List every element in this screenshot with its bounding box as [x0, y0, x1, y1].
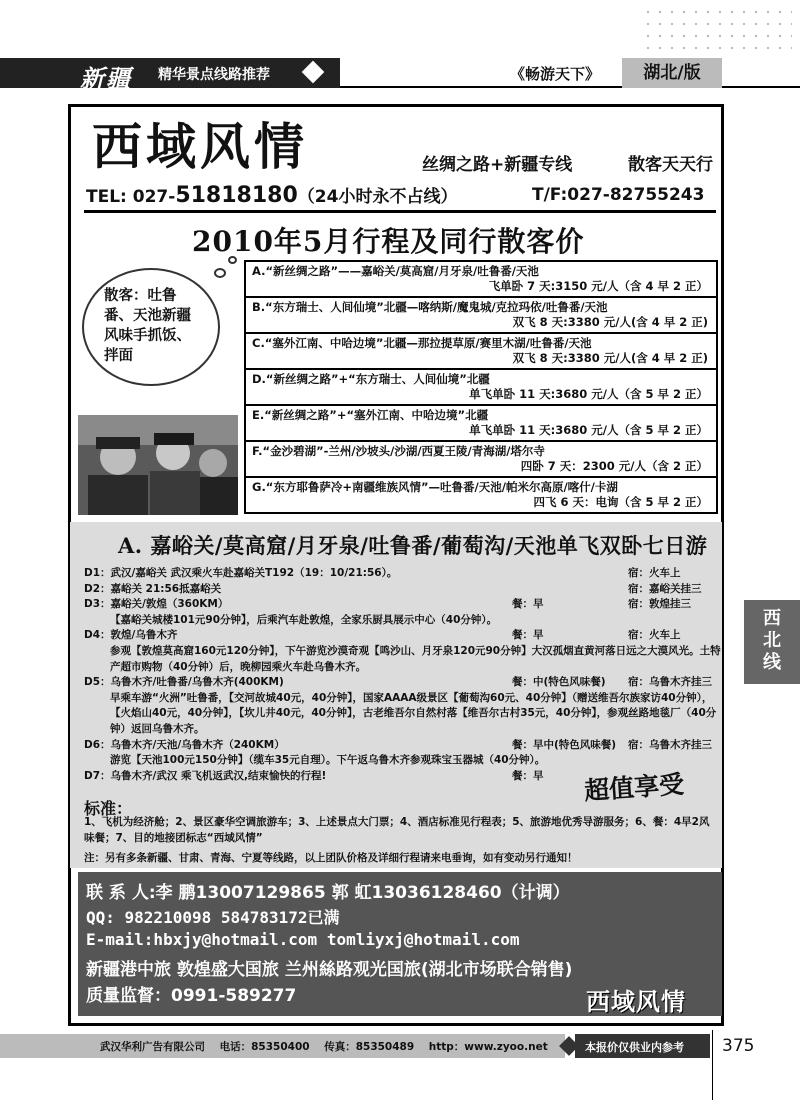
tel-note: （24小时永不占线） — [297, 187, 458, 207]
day-text: D4：敦煌/乌鲁木齐 — [84, 629, 178, 642]
day-row — [84, 628, 724, 644]
route-price: 飞单卧 7 天:3150 元/人（含 4 早 2 正） — [488, 279, 708, 293]
brand-daily: 散客天天行 — [628, 155, 713, 175]
cloud-bubble — [214, 268, 226, 278]
route-item — [246, 334, 716, 370]
route-item — [246, 370, 716, 406]
brand-name: 西域风情 — [92, 117, 308, 176]
footer-fax: 传真：85350489 — [324, 1041, 415, 1053]
contact-partners: 新疆港中旅 敦煌盛大国旅 兰州絲路观光国旅(湖北市场联合销售) — [86, 960, 573, 980]
footer-info — [100, 1039, 548, 1054]
route-price: 双飞 8 天:3380 元/人(含 4 早 2 正) — [512, 351, 708, 365]
banner-subtitle: 精华景点线路推荐 — [158, 67, 270, 83]
footer-ref-note: 本报价仅供业内参考 — [585, 1041, 684, 1054]
contact-qq: QQ: 982210098 584783172已满 — [86, 908, 340, 927]
route-price: 四卧 7 天：2300 元/人（含 2 正） — [520, 459, 708, 473]
magazine-title: 《畅游天下》 — [510, 65, 601, 83]
header-divider — [84, 210, 716, 213]
route-title: F.“金沙碧湖”-兰州/沙坡头/沙湖/西夏王陵/青海湖/塔尔寺 — [252, 444, 545, 458]
footer-company: 武汉华利广告有限公司 — [100, 1041, 205, 1053]
day-meal: 餐：早 — [512, 598, 544, 611]
side-tab-label: 西北线 — [763, 608, 781, 673]
day-meal: 餐：早 — [512, 769, 544, 782]
footer-web: http：www.zyoo.net — [428, 1041, 548, 1053]
contact-supervision: 质量监督：0991-589277 — [86, 986, 297, 1006]
route-title: B.“东方瑞士、人间仙境”北疆—喀纳斯/魔鬼城/克拉玛依/吐鲁番/天池 — [252, 300, 608, 314]
day-stay: 宿：火车上 — [628, 567, 681, 579]
standard-text: 1、飞机为经济舱；2、景区豪华空调旅游车；3、上述景点大门票；4、酒店标准见行程表；5、旅游地优秀导游服务；6、餐：4早2风味餐；7、目的地接团标志“西域风情” — [84, 816, 710, 844]
day-stay: 宿：火车上 — [628, 629, 681, 642]
edition-label: 湖北/版 — [622, 58, 722, 88]
tel-number: 51818180 — [175, 183, 298, 208]
day-meal: 餐：早 — [512, 629, 544, 642]
route-title: G.“东方耶鲁萨冷+南疆维族风情”—吐鲁番/天池/帕米尔高原/喀什/卡湖 — [252, 480, 618, 494]
day-text: D5：乌鲁木齐/吐鲁番/乌鲁木齐(400KM) — [84, 676, 284, 689]
day-row — [84, 675, 724, 691]
corner-dot-pattern — [642, 6, 792, 54]
route-item — [246, 262, 716, 298]
itinerary-heading: A. 嘉峪关/莫高窟/月牙泉/吐鲁番/葡萄沟/天池单飞双卧七日游 — [118, 533, 708, 558]
route-price: 单飞单卧 11 天:3680 元/人（含 5 早 2 正） — [469, 423, 708, 437]
tel-label: TEL: 027- — [86, 187, 176, 207]
route-item — [246, 406, 716, 442]
day-stay: 宿：嘉峪关挂三 — [628, 582, 702, 595]
photo-uyghur-people — [78, 415, 238, 515]
route-title: D.“新丝绸之路”+“东方瑞士、人间仙境”北疆 — [252, 372, 490, 386]
xinjiang-logo: 新疆 — [80, 64, 132, 93]
day-text: D1：武汉/嘉峪关 武汉乘火车赴嘉峪关T192（19：10/21:56）。 — [84, 567, 398, 579]
brand-tagline: 丝绸之路+新疆专线 — [422, 155, 573, 175]
route-title: A.“新丝绸之路”——嘉峪关/莫高窟/月牙泉/吐鲁番/天池 — [252, 264, 539, 278]
day-detail: 【嘉峪关城楼101元90分钟】，后乘汽车赴敦煌，全家乐厨具展示中心（40分钟）。 — [110, 613, 498, 626]
day-text: D7：乌鲁木齐/武汉 乘飞机返武汉,结束愉快的行程! — [84, 769, 327, 782]
itinerary-days — [84, 566, 724, 784]
day-text: D6：乌鲁木齐/天池/乌鲁木齐（240KM） — [84, 738, 285, 751]
route-price: 单飞单卧 11 天:3680 元/人（含 5 早 2 正） — [469, 387, 708, 401]
page-edge-line — [712, 1030, 713, 1100]
day-row — [84, 597, 724, 613]
day-stay: 宿：乌鲁木齐挂三 — [628, 676, 712, 689]
route-title: E.“新丝绸之路”+“塞外江南、中哈边境”北疆 — [252, 408, 489, 422]
cloud-bubble — [228, 256, 237, 264]
top-banner — [0, 58, 800, 93]
route-title: C.“塞外江南、中哈边境”北疆—那拉提草原/赛里木湖/吐鲁番/天池 — [252, 336, 592, 350]
day-text: D2：嘉峪关 21:56抵嘉峪关 — [84, 582, 222, 595]
route-item — [246, 442, 716, 478]
fax-line: T/F:027-82755243 — [532, 185, 705, 205]
day-detail: 参观【敦煌莫高窟160元120分钟】，下午游览沙漠奇观【鸣沙山、月牙泉120元90分钟】大汉孤烟直黄河落日远之大漠风光。土特产超市购物（40分钟）后，晚柳园乘火车赴乌鲁木齐。 — [110, 644, 721, 673]
footer-phone: 电话：85350400 — [219, 1041, 310, 1053]
day-row — [84, 582, 724, 598]
note-text: 注：另有多条新疆、甘肃、青海、宁夏等线路，以上团队价格及详细行程请来电垂询，如有变动另行通知！ — [84, 852, 578, 864]
side-tab-northwest — [744, 600, 800, 684]
day-meal: 餐：中(特色风味餐) — [512, 676, 606, 689]
contact-people: 联 系 人:李 鹏13007129865 郭 虹13036128460（计调） — [86, 883, 570, 903]
page-number: 375 — [722, 1036, 755, 1056]
day-row — [84, 566, 724, 582]
day-detail: 游览【天池100元150分钟】（缆车35元自理）。下午返乌鲁木齐参观珠宝玉器城（40分钟）。 — [110, 754, 546, 767]
route-item — [246, 298, 716, 334]
cloud-text: 散客：吐鲁番、天池新疆风味手抓饭、拌面 — [104, 288, 191, 364]
standard-heading: 标准： — [84, 799, 133, 818]
day-row — [84, 738, 724, 754]
route-price: 四飞 6 天：电询（含 5 早 2 正） — [533, 495, 708, 509]
contact-email: E-mail:hbxjy@hotmail.com tomliyxj@hotmail.com — [86, 930, 520, 949]
day-stay: 宿：乌鲁木齐挂三 — [628, 738, 712, 751]
main-title: 2010年5月行程及同行散客价 — [192, 225, 585, 258]
day-detail: 早乘车游“火洲”吐鲁番，【交河故城40元，40分钟】，国家AAAA级景区【葡萄沟60元、40分钟】（赠送维吾尔族家访40分钟），【火焰山40元，40分钟】，【坎儿井40元，40分钟】，古老维吾尔自然村落【维吾尔古村35元，40分钟】，参观丝路地毯厂（40分钟）返回乌鲁木齐。 — [110, 691, 717, 735]
route-price: 双飞 8 天:3380 元/人(含 4 早 2 正) — [512, 315, 708, 329]
day-meal: 餐：早中(特色风味餐) — [512, 738, 617, 751]
day-stay: 宿：敦煌挂三 — [628, 598, 691, 611]
day-text: D3：嘉峪关/敦煌（360KM） — [84, 598, 229, 611]
route-item — [246, 478, 716, 514]
footer-bar — [0, 1034, 800, 1058]
route-price-list — [244, 260, 718, 514]
telephone-line — [86, 182, 457, 208]
promo-text: 超值享受 — [583, 769, 686, 806]
brand-watermark: 西域风情 — [586, 987, 686, 1016]
